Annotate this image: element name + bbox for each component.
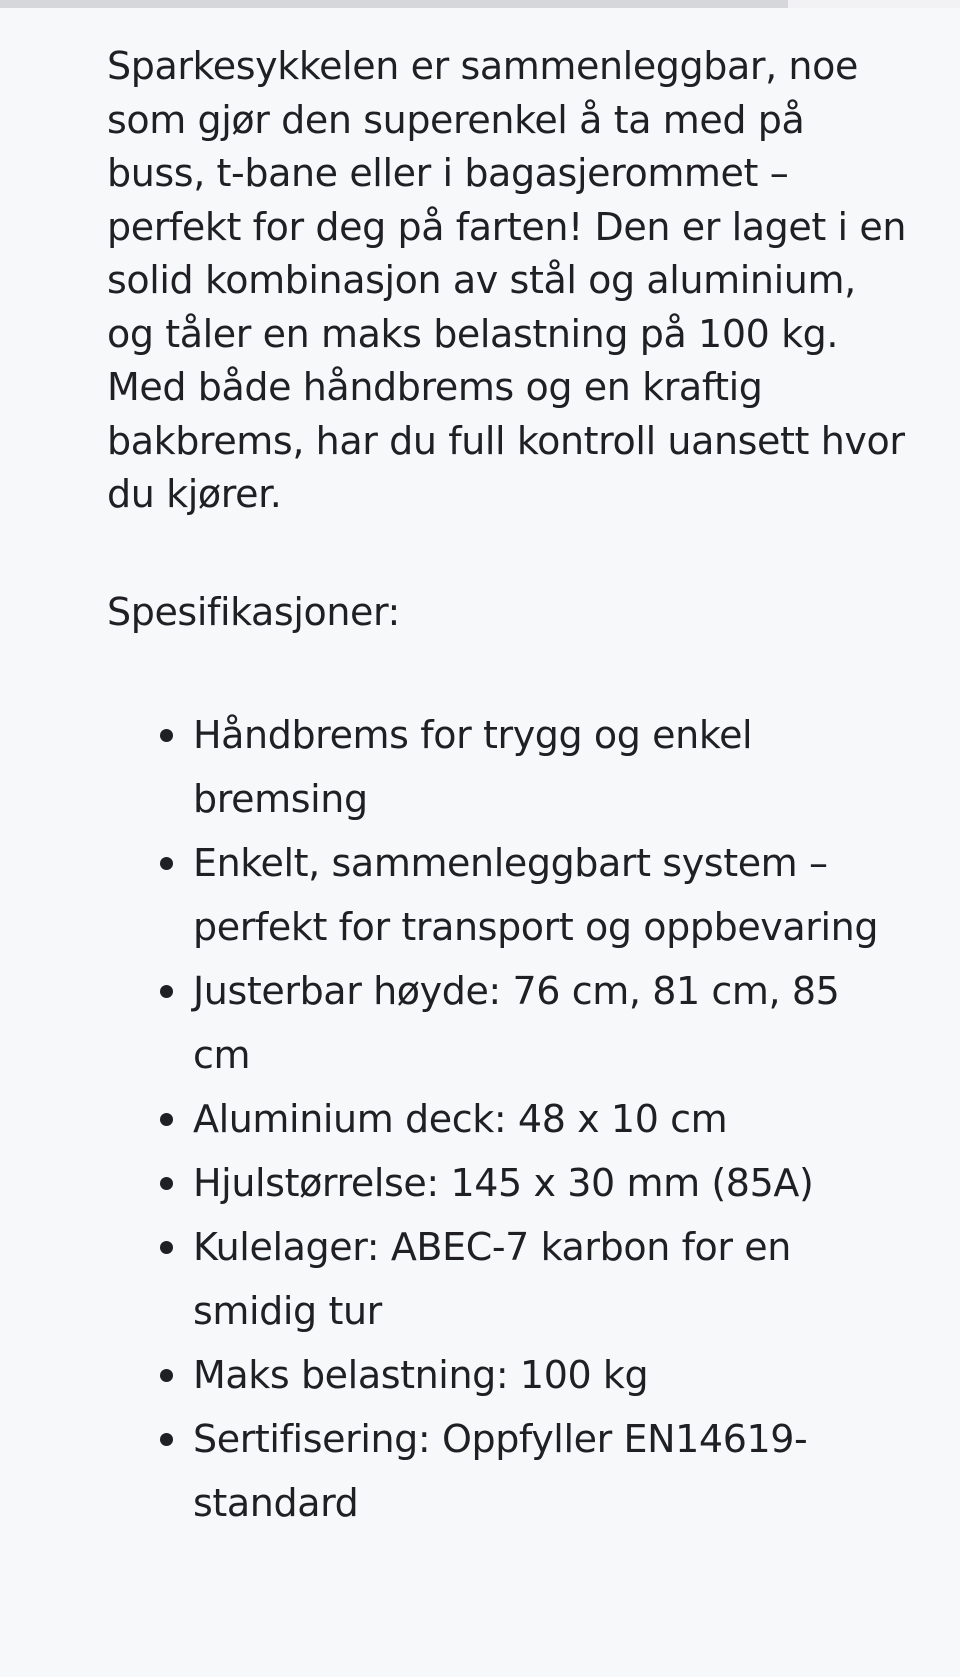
spec-item-text: Maks belastning: 100 kg: [193, 1353, 649, 1397]
bullet-icon: [160, 1369, 173, 1382]
spec-item-text: Justerbar høyde: 76 cm, 81 cm, 85 cm: [193, 969, 840, 1077]
spec-item-height: [107, 959, 907, 1087]
spec-item-certification: [107, 1407, 907, 1535]
bullet-icon: [160, 1433, 173, 1446]
bullet-icon: [160, 729, 173, 742]
bullet-icon: [160, 1177, 173, 1190]
specs-heading: Spesifikasjoner:: [107, 589, 400, 634]
spec-item-text: Sertifisering: Oppfyller EN14619-standard: [193, 1417, 808, 1525]
bullet-icon: [160, 985, 173, 998]
bullet-icon: [160, 1113, 173, 1126]
spec-item-text: Håndbrems for trygg og enkel bremsing: [193, 713, 753, 821]
spec-item-deck: [107, 1087, 907, 1151]
spec-item-text: Hjulstørrelse: 145 x 30 mm (85A): [193, 1161, 814, 1205]
spec-item-text: Kulelager: ABEC-7 karbon for en smidig tur: [193, 1225, 791, 1333]
spec-item-max-load: [107, 1343, 907, 1407]
product-description-section: [107, 40, 907, 1535]
spec-item-folding-system: [107, 831, 907, 959]
bullet-icon: [160, 1241, 173, 1254]
top-bar-end-segment: [788, 0, 960, 8]
product-description: Sparkesykkelen er sammenleggbar, noe som gjør den superenkel å ta med på buss, t-bane eller i bagasjerommet – perfekt for deg på farten! Den er laget i en solid kombinasjon av stål og aluminium, og tåler en maks belastning på 100 kg. Med både håndbrems og en kraftig bakbrems, har du full kontroll uansett hvor du kjører.: [107, 44, 907, 516]
spec-item-text: Aluminium deck: 48 x 10 cm: [193, 1097, 728, 1141]
spec-item-bearings: [107, 1215, 907, 1343]
spec-item-text: Enkelt, sammenleggbart system – perfekt for transport og oppbevaring: [193, 841, 879, 949]
top-bar: [0, 0, 960, 8]
spec-item-wheel-size: [107, 1151, 907, 1215]
specs-list: [107, 703, 907, 1535]
bullet-icon: [160, 857, 173, 870]
spec-item-hand-brake: [107, 703, 907, 831]
